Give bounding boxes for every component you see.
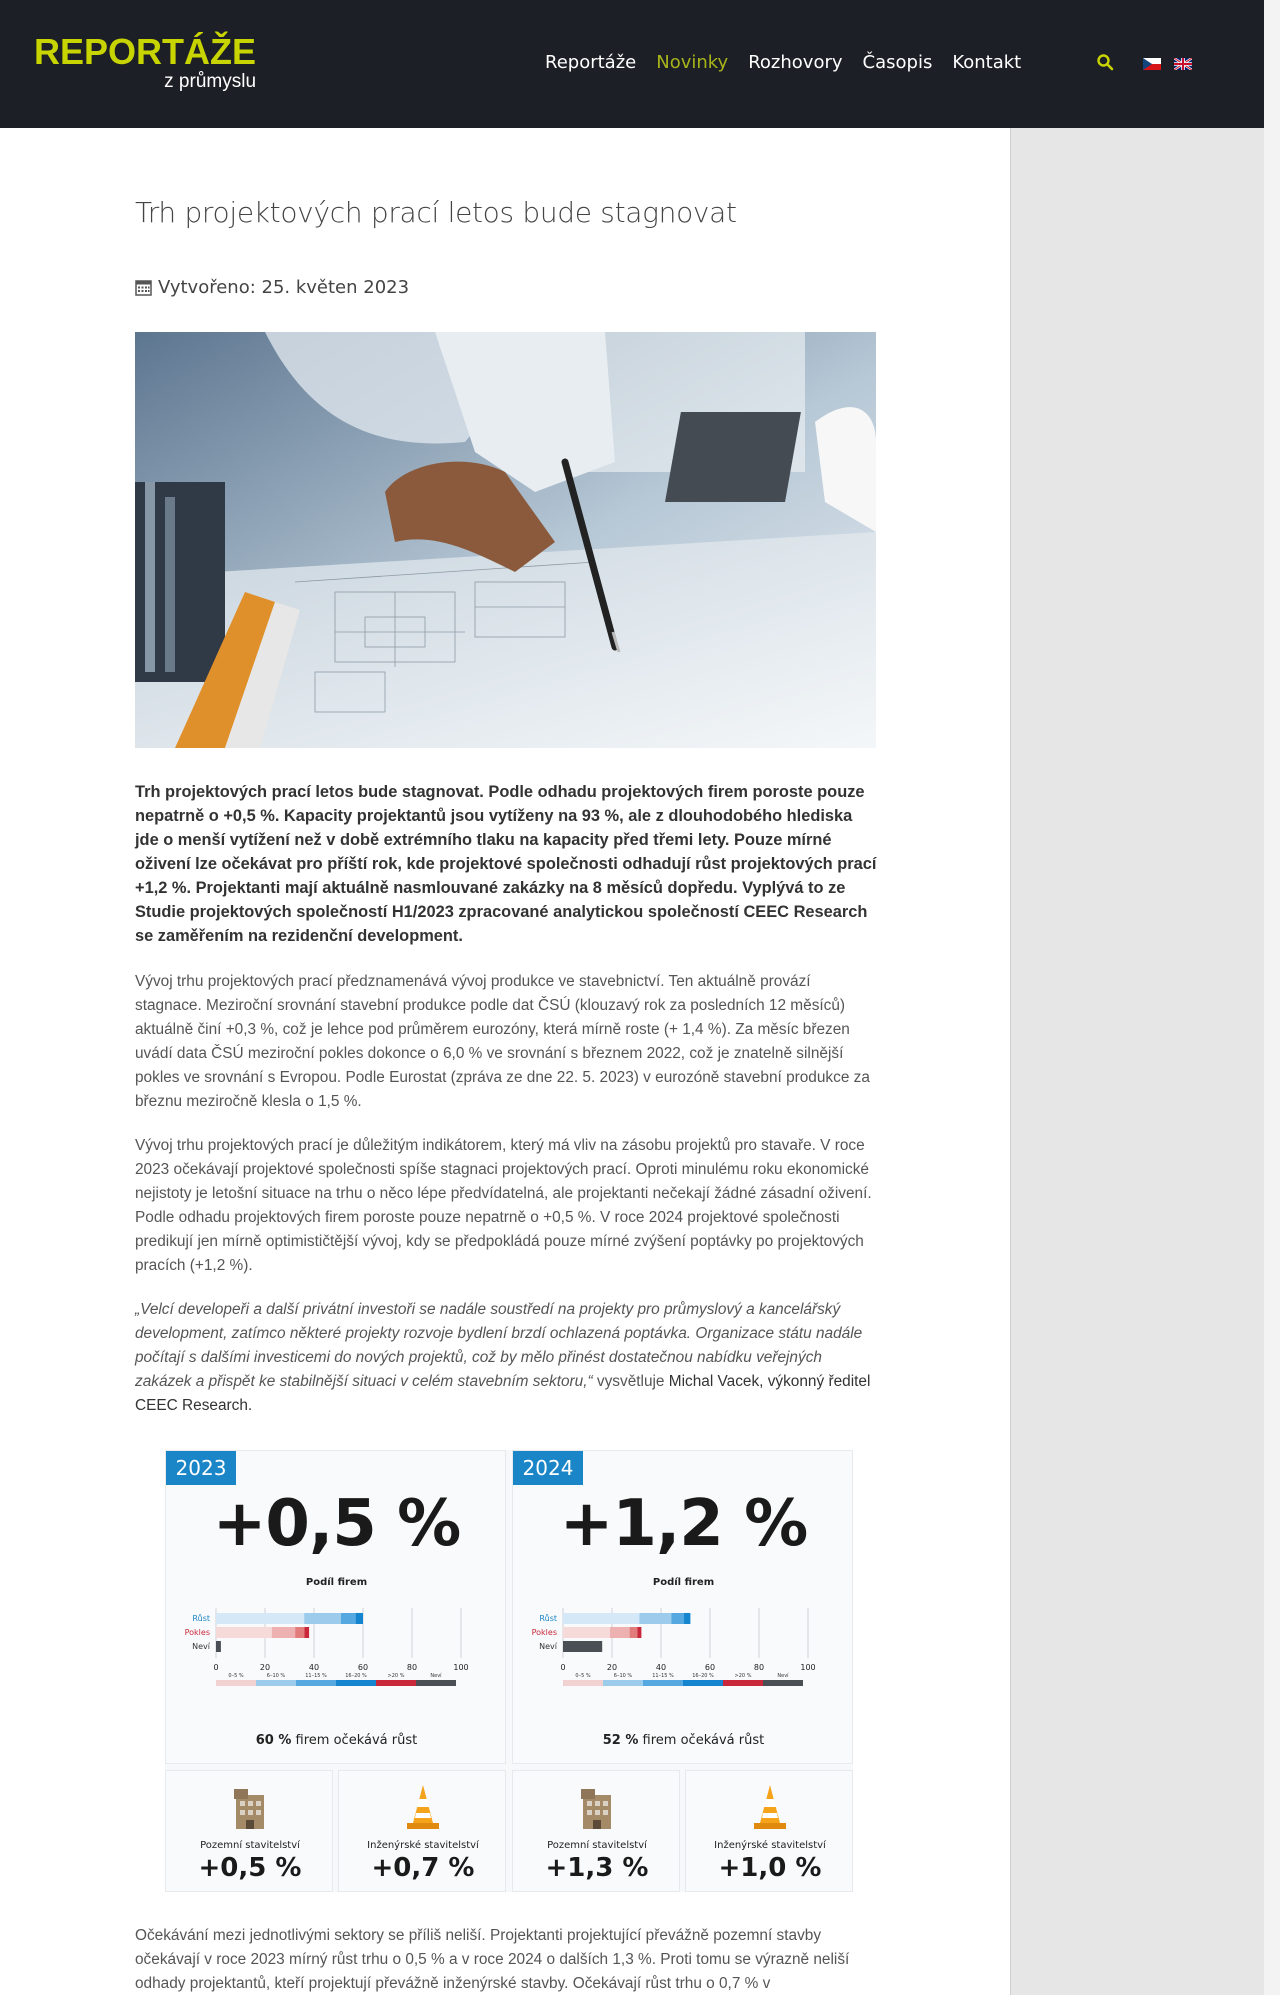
created-date-text: Vytvořeno: 25. květen 2023: [158, 277, 410, 298]
legend-label: 6–10 %: [613, 1673, 633, 1679]
year-badge: 2024: [513, 1451, 583, 1485]
tile-label: Pozemní stavitelství: [200, 1840, 300, 1851]
legend-swatch: [216, 1680, 256, 1686]
row-label: Růst: [539, 1614, 557, 1623]
created-date: [135, 277, 409, 298]
legend-label: 16–20 %: [345, 1673, 367, 1679]
tile-label: Inženýrské stavitelství: [367, 1840, 479, 1851]
axis-tick-label: 20: [259, 1663, 271, 1672]
nav-item-casopis[interactable]: Časopis: [862, 52, 933, 73]
legend-label: 11–15 %: [652, 1673, 674, 1679]
logo-sub-text: z průmyslu: [164, 71, 257, 92]
legend-label: >20 %: [734, 1673, 752, 1679]
article-hero-image: [135, 332, 876, 748]
share-bar-segment: [304, 1627, 309, 1638]
site-logo[interactable]: [34, 32, 256, 92]
axis-tick-label: 20: [606, 1663, 618, 1672]
main-nav: [545, 52, 1041, 73]
growth-pct: 52 %: [602, 1733, 639, 1748]
axis-tick-label: 0: [213, 1663, 219, 1672]
nav-item-novinky[interactable]: Novinky: [656, 52, 729, 73]
share-bar-segment: [637, 1627, 641, 1638]
axis-tick-label: 80: [753, 1663, 765, 1672]
row-label: Růst: [192, 1614, 210, 1623]
tile-label: Pozemní stavitelství: [547, 1840, 647, 1851]
share-bar-segment: [216, 1641, 221, 1652]
legend-label: 6–10 %: [266, 1673, 286, 1679]
sector-tile: [165, 1770, 333, 1892]
tile-value: +1,3 %: [545, 1853, 649, 1883]
share-bar-chart: [513, 1606, 854, 1686]
article-paragraph-2: Vývoj trhu projektových prací je důležitým indikátorem, který má vliv na zásobu projektů pro stavaře. V roce 2023 očekávají projektové společnosti spíše stagnaci projektových prací. Oproti minulému roku ekonomické nejistoty je letošní situace na trhu o něco lépe předvídatelná, ale projektanti nečekají žádné zásadní oživení. Podle odhadu projektových firem poroste pouze nepatrně o +0,5 %. V roce 2024 projektové společnosti predikují jen mírně optimističtější vývoj, kdy se předpokládá pouze mírné zvýšení poptávky po projektových pracích (+1,2 %).: [135, 1137, 872, 1274]
axis-tick-label: 0: [560, 1663, 566, 1672]
row-label: Neví: [539, 1642, 557, 1651]
logo-main-text: REPORTÁŽE: [34, 31, 257, 72]
quote-author: Michal Vacek, výkonný ředitel CEEC Research.: [135, 1373, 871, 1414]
legend-swatch: [683, 1680, 723, 1686]
row-label: Pokles: [184, 1628, 210, 1637]
panel-2024: [512, 1450, 853, 1764]
share-bar-segment: [304, 1613, 341, 1624]
cz-flag-icon[interactable]: [1143, 58, 1161, 70]
site-header: [0, 0, 1264, 128]
legend-swatch: [416, 1680, 456, 1686]
growth-summary-text: firem očekává růst: [638, 1733, 765, 1748]
tile-label: Inženýrské stavitelství: [714, 1840, 826, 1851]
legend-swatch: [643, 1680, 683, 1686]
share-bar-segment: [216, 1627, 272, 1638]
row-label: Neví: [192, 1642, 210, 1651]
legend-swatch: [296, 1680, 336, 1686]
article-paragraph-1: Vývoj trhu projektových prací předznamenává vývoj produkce ve stavebnictví. Ten aktuálně provází stagnace. Meziroční srovnání stavební produkce podle dat ČSÚ (klouzavý rok za posledních 12 měsíců) aktuálně činí +0,3 %, což je lehce pod průměrem eurozóny, která mírně roste (+ 1,4 %). Za měsíc březen uvádí data ČSÚ meziroční pokles dokonce o 6,0 % ve srovnání s březnem 2022, což je znatelně silnější pokles ve srovnání s Evropou. Podle Eurostat (zpráva ze dne 22. 5. 2023) v eurozóně stavební produkce za březnu meziročně klesla o 1,5 %.: [135, 973, 870, 1110]
legend-swatch: [376, 1680, 416, 1686]
right-sidebar: [1010, 128, 1264, 1995]
share-bar-chart: [166, 1606, 507, 1686]
legend-label: 0–5 %: [228, 1673, 244, 1679]
share-bar-segment: [684, 1613, 690, 1624]
share-bar-segment: [563, 1627, 610, 1638]
en-flag-icon[interactable]: [1174, 58, 1192, 70]
growth-pct: 60 %: [255, 1733, 292, 1748]
axis-tick-label: 100: [800, 1663, 816, 1672]
share-bar-segment: [639, 1613, 671, 1624]
share-label: Podíl firem: [305, 1577, 368, 1588]
quote-verb: vysvětluje: [592, 1373, 669, 1390]
nav-item-kontakt[interactable]: Kontakt: [952, 52, 1022, 73]
panel-2023: [165, 1450, 506, 1764]
legend-label: Neví: [777, 1673, 789, 1679]
page-scrollbar[interactable]: [1264, 0, 1280, 1995]
article-quote: [135, 1298, 877, 1418]
legend-swatch: [336, 1680, 376, 1686]
legend-label: 0–5 %: [575, 1673, 591, 1679]
share-bar-segment: [341, 1613, 356, 1624]
axis-tick-label: 100: [453, 1663, 469, 1672]
row-label: Pokles: [531, 1628, 557, 1637]
sector-tile: [685, 1770, 853, 1892]
legend-label: >20 %: [387, 1673, 405, 1679]
legend-swatch: [723, 1680, 763, 1686]
axis-tick-label: 80: [406, 1663, 418, 1672]
infographic: [165, 1450, 853, 1892]
nav-item-reportaze[interactable]: Reportáže: [545, 52, 637, 73]
building-icon: [577, 1783, 617, 1831]
building-icon: [230, 1783, 270, 1831]
axis-tick-label: 60: [704, 1663, 716, 1672]
axis-tick-label: 40: [655, 1663, 667, 1672]
legend-swatch: [763, 1680, 803, 1686]
year-badge: 2023: [166, 1451, 236, 1485]
traffic-cone-icon: [750, 1783, 790, 1831]
article-lead: Trh projektových prací letos bude stagnovat. Podle odhadu projektových firem poroste pouze nepatrně o +0,5 %. Kapacity projektantů jsou vytíženy na 93 %, ale z dlouhodobého hlediska jde o menší vytížení než v době extrémního tlaku na kapacity před třemi lety. Pouze mírné oživení lze očekávat pro příští rok, kde projektové společnosti odhadují růst projektových prací +1,2 %. Projektanti mají aktuálně nasmlouvané zakázky na 8 měsíců dopředu. Vyplývá to ze Studie projektových společností H1/2023 zpracované analytickou společností CEEC Research se zaměřením na rezidenční development.: [135, 783, 877, 945]
share-bar-segment: [295, 1627, 304, 1638]
traffic-cone-icon: [403, 1783, 443, 1831]
share-bar-segment: [671, 1613, 684, 1624]
tile-value: +0,7 %: [371, 1853, 475, 1883]
legend-label: 11–15 %: [305, 1673, 327, 1679]
share-bar-segment: [610, 1627, 630, 1638]
legend-swatch: [256, 1680, 296, 1686]
forecast-value: +1,2 %: [559, 1487, 808, 1561]
sector-tile: [338, 1770, 506, 1892]
growth-summary-text: firem očekává růst: [291, 1733, 418, 1748]
legend-swatch: [563, 1680, 603, 1686]
share-bar-segment: [272, 1627, 295, 1638]
article-paragraph-3: Očekávání mezi jednotlivými sektory se příliš neliší. Projektanti projektující převážně pozemní stavby očekávají v roce 2023 mírný růst trhu o 0,5 % a v roce 2024 o dalších 1,3 %. Proti tomu se výrazně neliší odhady projektantů, kteří projektují převážně inženýrské stavby. Očekávají růst trhu o 0,7 % v: [135, 1927, 850, 1992]
share-bar-segment: [216, 1613, 304, 1624]
growth-summary: [513, 1733, 854, 1748]
share-label: Podíl firem: [652, 1577, 715, 1588]
calendar-icon: [135, 279, 152, 296]
legend-swatch: [603, 1680, 643, 1686]
share-bar-segment: [563, 1613, 639, 1624]
growth-summary: [166, 1733, 507, 1748]
article-title: Trh projektových prací letos bude stagnovat: [135, 196, 737, 229]
tile-value: +0,5 %: [198, 1853, 302, 1883]
axis-tick-label: 40: [308, 1663, 320, 1672]
search-icon[interactable]: [1096, 53, 1114, 71]
nav-item-rozhovory[interactable]: Rozhovory: [748, 52, 843, 73]
share-bar-segment: [630, 1627, 638, 1638]
axis-tick-label: 60: [357, 1663, 369, 1672]
sector-tile: [512, 1770, 680, 1892]
forecast-value: +0,5 %: [212, 1487, 461, 1561]
share-bar-segment: [563, 1641, 602, 1652]
tile-value: +1,0 %: [718, 1853, 822, 1883]
legend-label: 16–20 %: [692, 1673, 714, 1679]
legend-label: Neví: [430, 1673, 442, 1679]
share-bar-segment: [356, 1613, 363, 1624]
quote-text: „Velcí developeři a další privátní investoři se nadále soustředí na projekty pro průmyslový a kancelářský development, zatímco některé projekty rozvoje bydlení brzdí ochlazená poptávka. Organizace státu nadále počítají s dalšími investicemi do nových projektů, což by mělo přinést dostatečnou nabídku veřejných zakázek a přispět ke stabilnější situaci v celém stavebním sektoru,“: [135, 1301, 863, 1390]
